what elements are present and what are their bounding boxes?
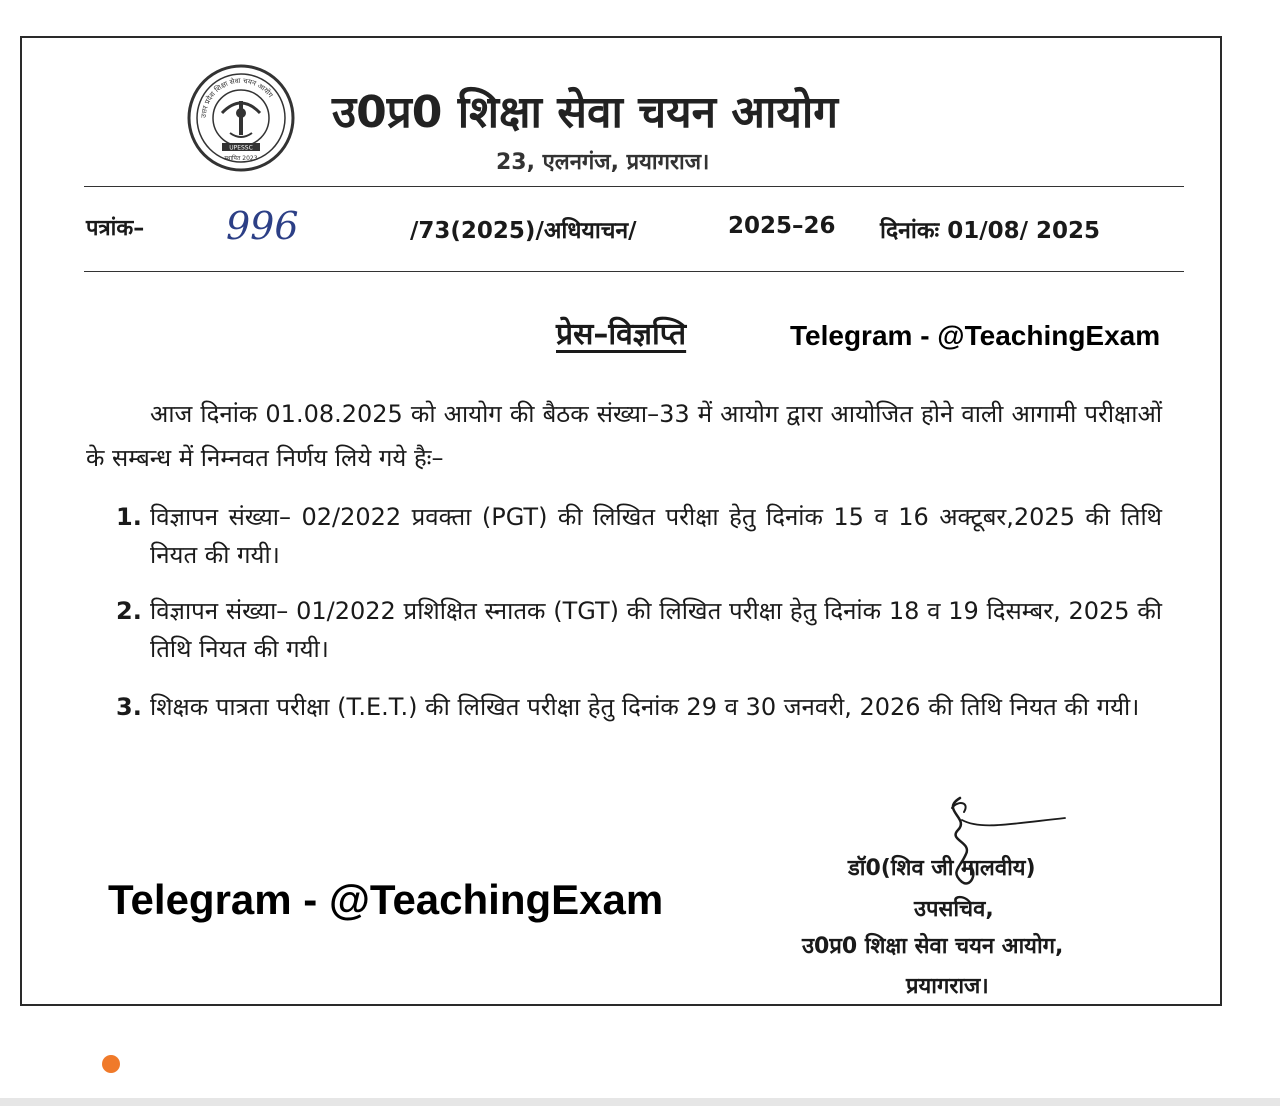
telegram-watermark-bottom: Telegram - @TeachingExam bbox=[108, 876, 664, 923]
decision-item bbox=[116, 688, 1162, 726]
telegram-watermark-top: Telegram - @TeachingExam bbox=[790, 320, 1161, 351]
decision-number: 3. bbox=[116, 693, 142, 721]
reference-suffix: /73(2025)/अधियाचन/ bbox=[410, 218, 637, 244]
decision-number: 1. bbox=[116, 503, 142, 531]
header-divider bbox=[84, 186, 1184, 187]
signature-icon bbox=[900, 790, 1070, 900]
reference-divider bbox=[84, 271, 1184, 272]
decision-text: शिक्षक पात्रता परीक्षा (T.E.T.) की लिखित परीक्षा हेतु दिनांक 29 व 30 जनवरी, 2026 की तिथि नियत की गयी। bbox=[150, 693, 1140, 721]
seal-year: स्थापित 2023 bbox=[224, 155, 258, 162]
signatory-organization: उ0प्र0 शिक्षा सेवा चयन आयोग, bbox=[802, 934, 1064, 959]
organization-address: 23, एलनगंज, प्रयागराज। bbox=[496, 150, 710, 175]
intro-text: आज दिनांक 01.08.2025 को आयोग की बैठक संख्या–33 में आयोग द्वारा आयोजित होने वाली आगामी परीक्षाओं के सम्बन्ध में निम्नवत निर्णय लिये गये हैः– bbox=[86, 400, 1162, 472]
decision-item bbox=[116, 498, 1162, 574]
reference-year: 2025–26 bbox=[728, 213, 836, 239]
signatory-name: डॉ0(शिव जी मालवीय) bbox=[848, 856, 1036, 881]
organization-name: उ0प्र0 शिक्षा सेवा चयन आयोग bbox=[332, 87, 839, 138]
signatory-city: प्रयागराज। bbox=[906, 974, 989, 999]
decision-number: 2. bbox=[116, 597, 142, 625]
screen-bottom-edge bbox=[0, 1098, 1280, 1106]
scan-indicator-dot bbox=[102, 1055, 120, 1073]
decision-text: विज्ञापन संख्या– 02/2022 प्रवक्ता (PGT) की लिखित परीक्षा हेतु दिनांक 15 व 16 अक्टूबर,2025 की तिथि नियत की गयी। bbox=[150, 503, 1162, 569]
seal-abbr: UPESSC bbox=[229, 144, 253, 152]
commission-seal-icon bbox=[186, 63, 296, 173]
seal-text: उत्तर प्रदेश शिक्षा सेवा चयन आयोग bbox=[199, 76, 275, 119]
press-release-heading: प्रेस–विज्ञप्ति bbox=[556, 317, 687, 352]
decision-text: विज्ञापन संख्या– 01/2022 प्रशिक्षित स्नातक (TGT) की लिखित परीक्षा हेतु दिनांक 18 व 19 दिसम्बर, 2025 की तिथि नियत की गयी। bbox=[150, 597, 1162, 663]
intro-paragraph bbox=[86, 392, 1162, 480]
reference-label: पत्रांक– bbox=[86, 216, 145, 241]
decision-item bbox=[116, 592, 1162, 668]
reference-number-handwritten: 996 bbox=[226, 204, 299, 248]
reference-date: दिनांकः 01/08/ 2025 bbox=[880, 218, 1101, 244]
signatory-title: उपसचिव, bbox=[914, 897, 994, 922]
